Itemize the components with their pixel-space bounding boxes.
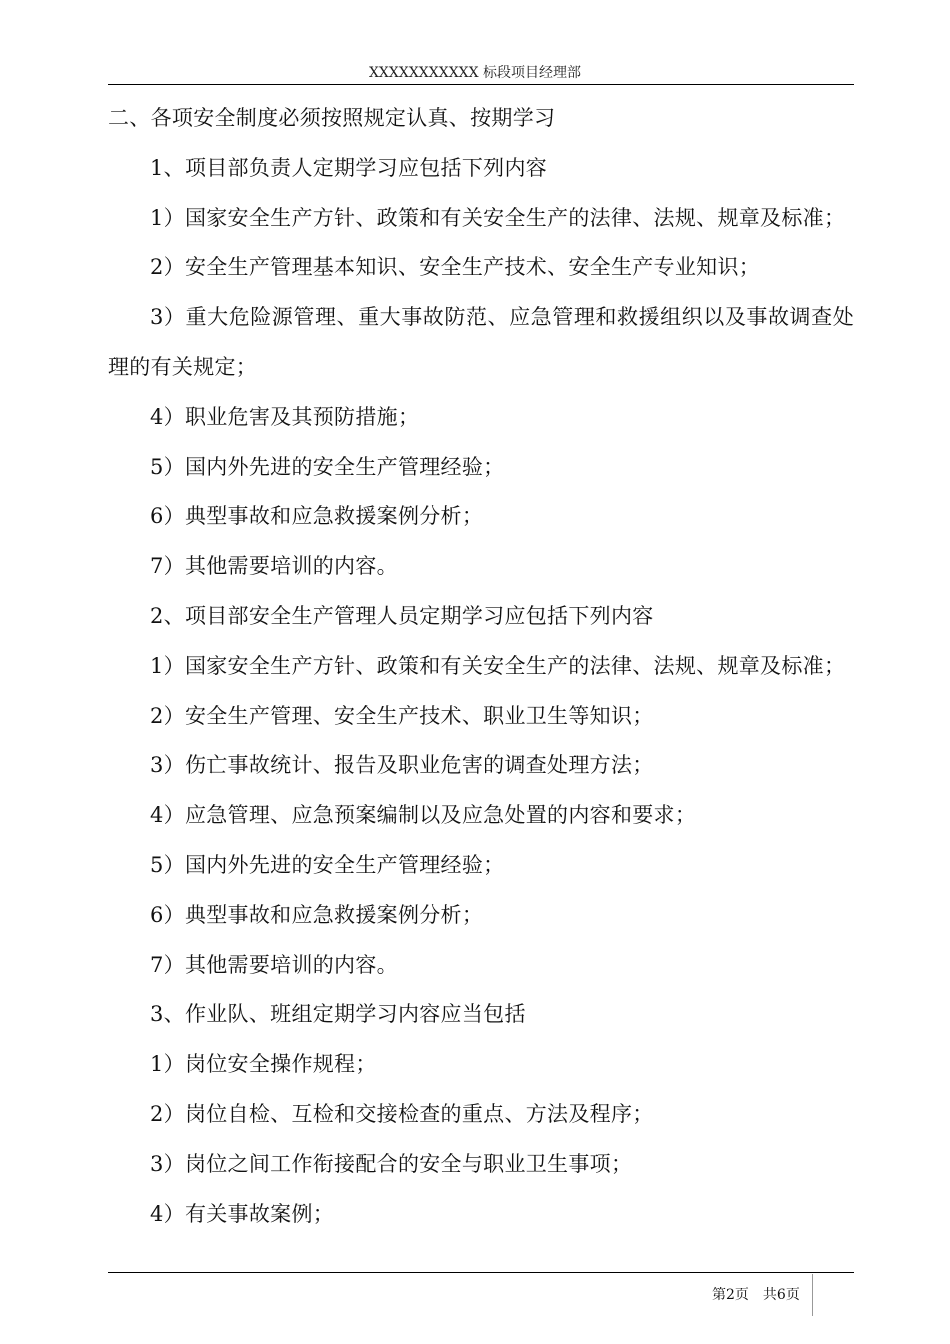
- subsection-heading: 3、作业队、班组定期学习内容应当包括: [150, 1002, 526, 1027]
- list-item: 7）其他需要培训的内容。: [150, 554, 398, 579]
- list-item: 6）典型事故和应急救援案例分析；: [150, 504, 484, 529]
- list-item: 1）岗位安全操作规程；: [150, 1052, 377, 1077]
- list-item: 6）典型事故和应急救援案例分析；: [150, 902, 484, 927]
- total-pages-label: 共6页: [762, 1287, 800, 1303]
- list-item: 5）国内外先进的安全生产管理经验；: [150, 852, 505, 877]
- list-item: 4）职业危害及其预防措施；: [150, 404, 420, 429]
- section-heading: 二、各项安全制度必须按照规定认真、按期学习: [108, 106, 556, 130]
- page-header-title: XXXXXXXXXXX 标段项目经理部: [368, 65, 582, 81]
- list-item: 7）其他需要培训的内容。: [150, 952, 398, 977]
- list-item: 2）安全生产管理基本知识、安全生产技术、安全生产专业知识；: [150, 255, 761, 280]
- list-item: 3）伤亡事故统计、报告及职业危害的调查处理方法；: [150, 753, 654, 778]
- list-item: 1）国家安全生产方针、政策和有关安全生产的法律、法规、规章及标准；: [150, 205, 846, 230]
- subsection-heading: 1、项目部负责人定期学习应包括下列内容: [150, 155, 548, 180]
- footer-vertical-divider: [812, 1274, 813, 1316]
- list-item: 3）重大危险源管理、重大事故防范、应急管理和救援组织以及事故调查处理的有关规定；: [108, 305, 854, 379]
- list-item: 5）国内外先进的安全生产管理经验；: [150, 454, 505, 479]
- list-item: 4）应急管理、应急预案编制以及应急处置的内容和要求；: [150, 803, 697, 828]
- page-number: [712, 1286, 800, 1304]
- list-item: 4）有关事故案例；: [150, 1201, 335, 1226]
- list-item: 2）岗位自检、互检和交接检查的重点、方法及程序；: [150, 1101, 654, 1126]
- header-divider: [108, 84, 854, 85]
- current-page-label: 第2页: [712, 1287, 749, 1303]
- list-item: 3）岗位之间工作衔接配合的安全与职业卫生事项；: [150, 1151, 633, 1176]
- list-item: 1）国家安全生产方针、政策和有关安全生产的法律、法规、规章及标准；: [150, 653, 846, 678]
- list-item: 2）安全生产管理、安全生产技术、职业卫生等知识；: [150, 703, 654, 728]
- document-body: [108, 94, 854, 1239]
- subsection-heading: 2、项目部安全生产管理人员定期学习应包括下列内容: [150, 603, 654, 628]
- footer-divider: [108, 1272, 854, 1273]
